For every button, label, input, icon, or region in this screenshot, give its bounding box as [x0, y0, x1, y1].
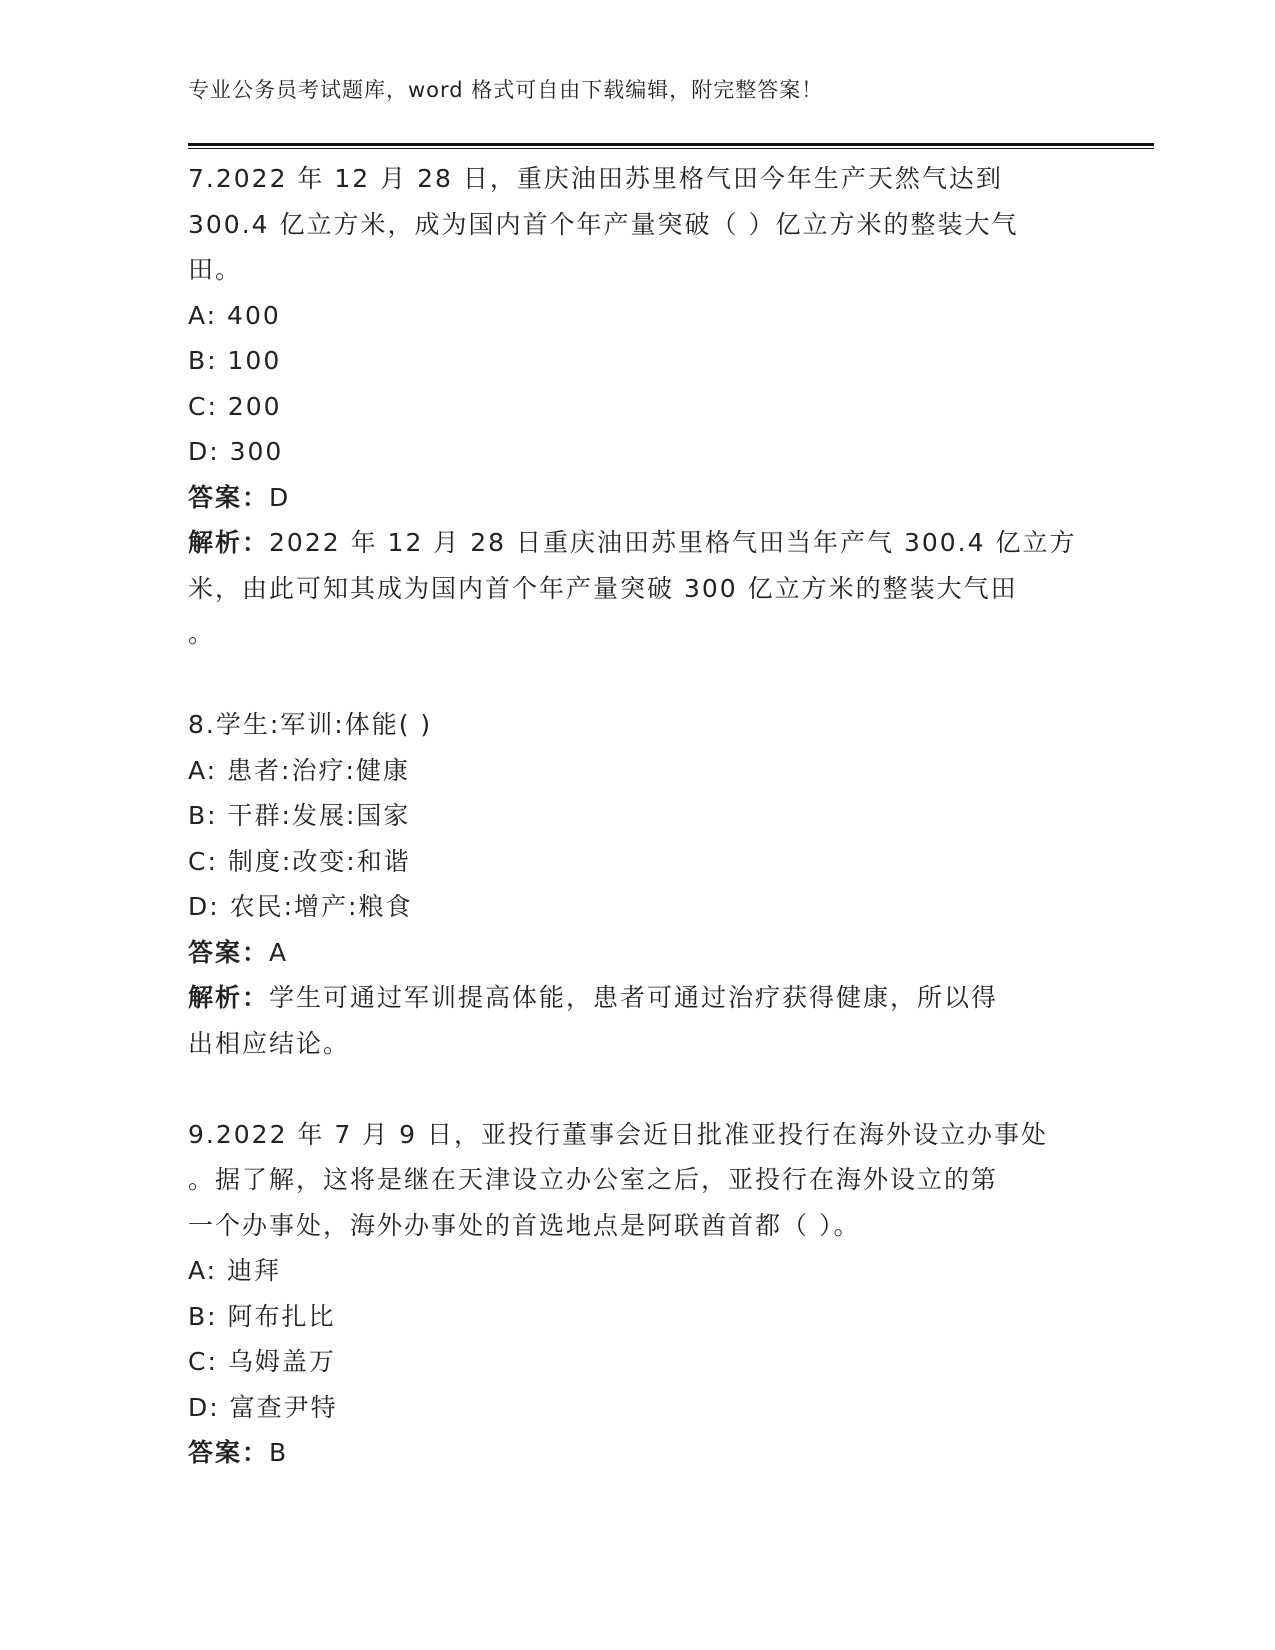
analysis-label: 解析： [188, 983, 270, 1012]
question-block [188, 702, 1068, 1066]
analysis-label: 解析： [188, 528, 270, 557]
analysis-text: 出相应结论。 [188, 1028, 351, 1058]
answer-label: 答案： [188, 482, 270, 512]
answer-line [188, 475, 1068, 521]
answer-value: B [269, 1438, 289, 1467]
option-c: C: 制度:改变:和谐 [188, 846, 411, 876]
question-stem-line: 。据了解，这将是继在天津设立办公室之后，亚投行在海外设立的第 [188, 1165, 999, 1194]
option-d: D: 农民:增产:粮食 [188, 892, 413, 921]
spacer [188, 1066, 1068, 1112]
question-stem-line: 7.2022 年 12 月 28 日，重庆油田苏里格气田今年生产天然气达到 [188, 164, 1003, 193]
analysis-line [188, 975, 1068, 1021]
option-a: A: 400 [188, 300, 281, 330]
answer-label: 答案： [188, 937, 270, 967]
option-a: A: 迪拜 [188, 1256, 282, 1285]
option-d: D: 富查尹特 [188, 1392, 338, 1422]
option-b: B: 100 [188, 346, 282, 375]
analysis-text: 2022 年 12 月 28 日重庆油田苏里格气田当年产气 300.4 亿立方 [269, 528, 1077, 557]
option-b: B: 干群:发展:国家 [188, 801, 411, 830]
option-b: B: 阿布扎比 [188, 1301, 336, 1331]
option-a: A: 患者:治疗:健康 [188, 755, 410, 785]
answer-label: 答案： [188, 1438, 270, 1467]
page-header: 专业公务员考试题库，word 格式可自由下载编辑，附完整答案！ [188, 78, 824, 102]
question-stem-line: 一个办事处，海外办事处的首选地点是阿联酋首都（ ）。 [188, 1210, 861, 1240]
option-d: D: 300 [188, 437, 284, 466]
answer-line [188, 930, 1068, 976]
analysis-line [188, 520, 1077, 566]
question-stem-line: 8.学生:军训:体能( ) [188, 710, 433, 739]
option-c: C: 乌姆盖万 [188, 1347, 336, 1376]
header-divider [188, 143, 1154, 149]
analysis-text: 米，由此可知其成为国内首个年产量突破 300 亿立方米的整装大气田 [188, 573, 1018, 603]
analysis-text: 学生可通过军训提高体能，患者可通过治疗获得健康，所以得 [269, 983, 999, 1012]
question-stem-line: 田。 [188, 255, 243, 284]
question-stem-line: 300.4 亿立方米，成为国内首个年产量突破（ ）亿立方米的整装大气 [188, 209, 1019, 239]
question-block [188, 1112, 1068, 1476]
answer-value: D [269, 482, 291, 512]
spacer [188, 657, 1068, 703]
question-stem-line: 9.2022 年 7 月 9 日，亚投行董事会近日批准亚投行在海外设立办事处 [188, 1119, 1049, 1149]
answer-value: A [269, 937, 289, 967]
analysis-text: 。 [188, 619, 216, 648]
option-c: C: 200 [188, 391, 282, 421]
question-block [188, 156, 1077, 657]
question-list [188, 156, 1077, 1476]
answer-line [188, 1430, 1068, 1476]
